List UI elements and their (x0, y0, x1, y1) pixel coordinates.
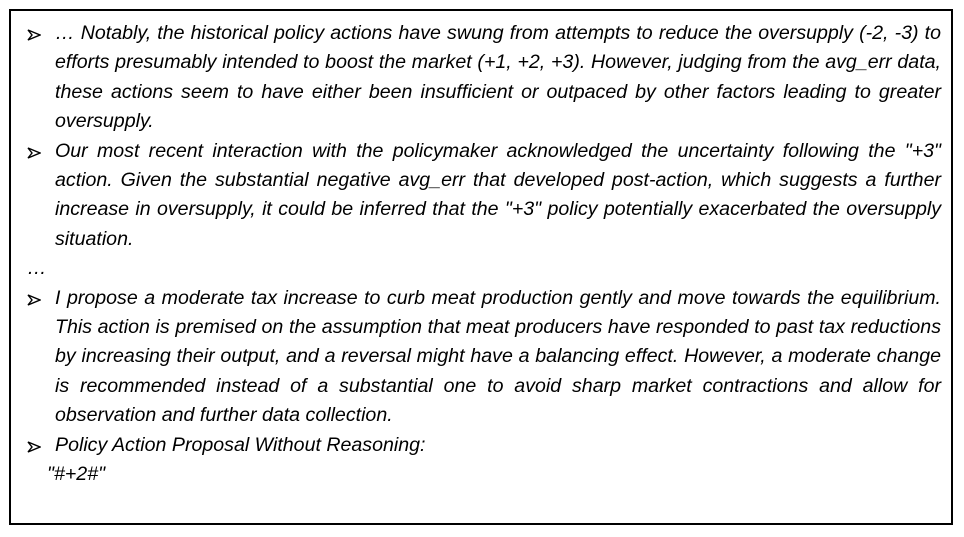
omitted-content-ellipsis: … (27, 257, 47, 280)
bullet-text: I propose a moderate tax increase to curb meat production gently and move towards the equilibrium. This action is premised on the assumption that meat producers have responded to past tax reductions by increasing their output, and a reversal might have a balancing effect. However, a moderate change is recommended instead of a substantial one to avoid sharp market contractions and allow for observation and further data collection. (55, 286, 941, 427)
bullet-text: Policy Action Proposal Without Reasoning: (55, 433, 426, 456)
bullet-item-historical-actions (25, 19, 941, 137)
arrowhead-bullet-icon (27, 29, 41, 41)
bullet-item-recent-interaction (25, 137, 941, 255)
arrowhead-bullet-icon (27, 147, 41, 159)
arrowhead-bullet-icon (27, 441, 41, 453)
text-box-frame (9, 9, 953, 525)
bullet-item-proposal-reasoning (25, 284, 941, 431)
bullet-text: Our most recent interaction with the policymaker acknowledged the uncertainty following the "+3" action. Given the substantial negative avg_err that developed post-action, which suggests a further increase in oversupply, it could be inferred that the "+3" policy potentially exacerbated the oversupply situation. (55, 139, 941, 250)
final-policy-action: "#+2#" (47, 463, 106, 486)
arrowhead-bullet-icon (27, 294, 41, 306)
text-box-content (25, 19, 941, 490)
bullet-text: … Notably, the historical policy actions have swung from attempts to reduce the oversupply (-2, -3) to efforts presumably intended to boost the market (+1, +2, +3). However, judging from the avg_err data, these actions seem to have either been insufficient or outpaced by other factors leading to greater oversupply. (55, 22, 941, 133)
bullet-item-proposal-without-reasoning (25, 431, 941, 460)
